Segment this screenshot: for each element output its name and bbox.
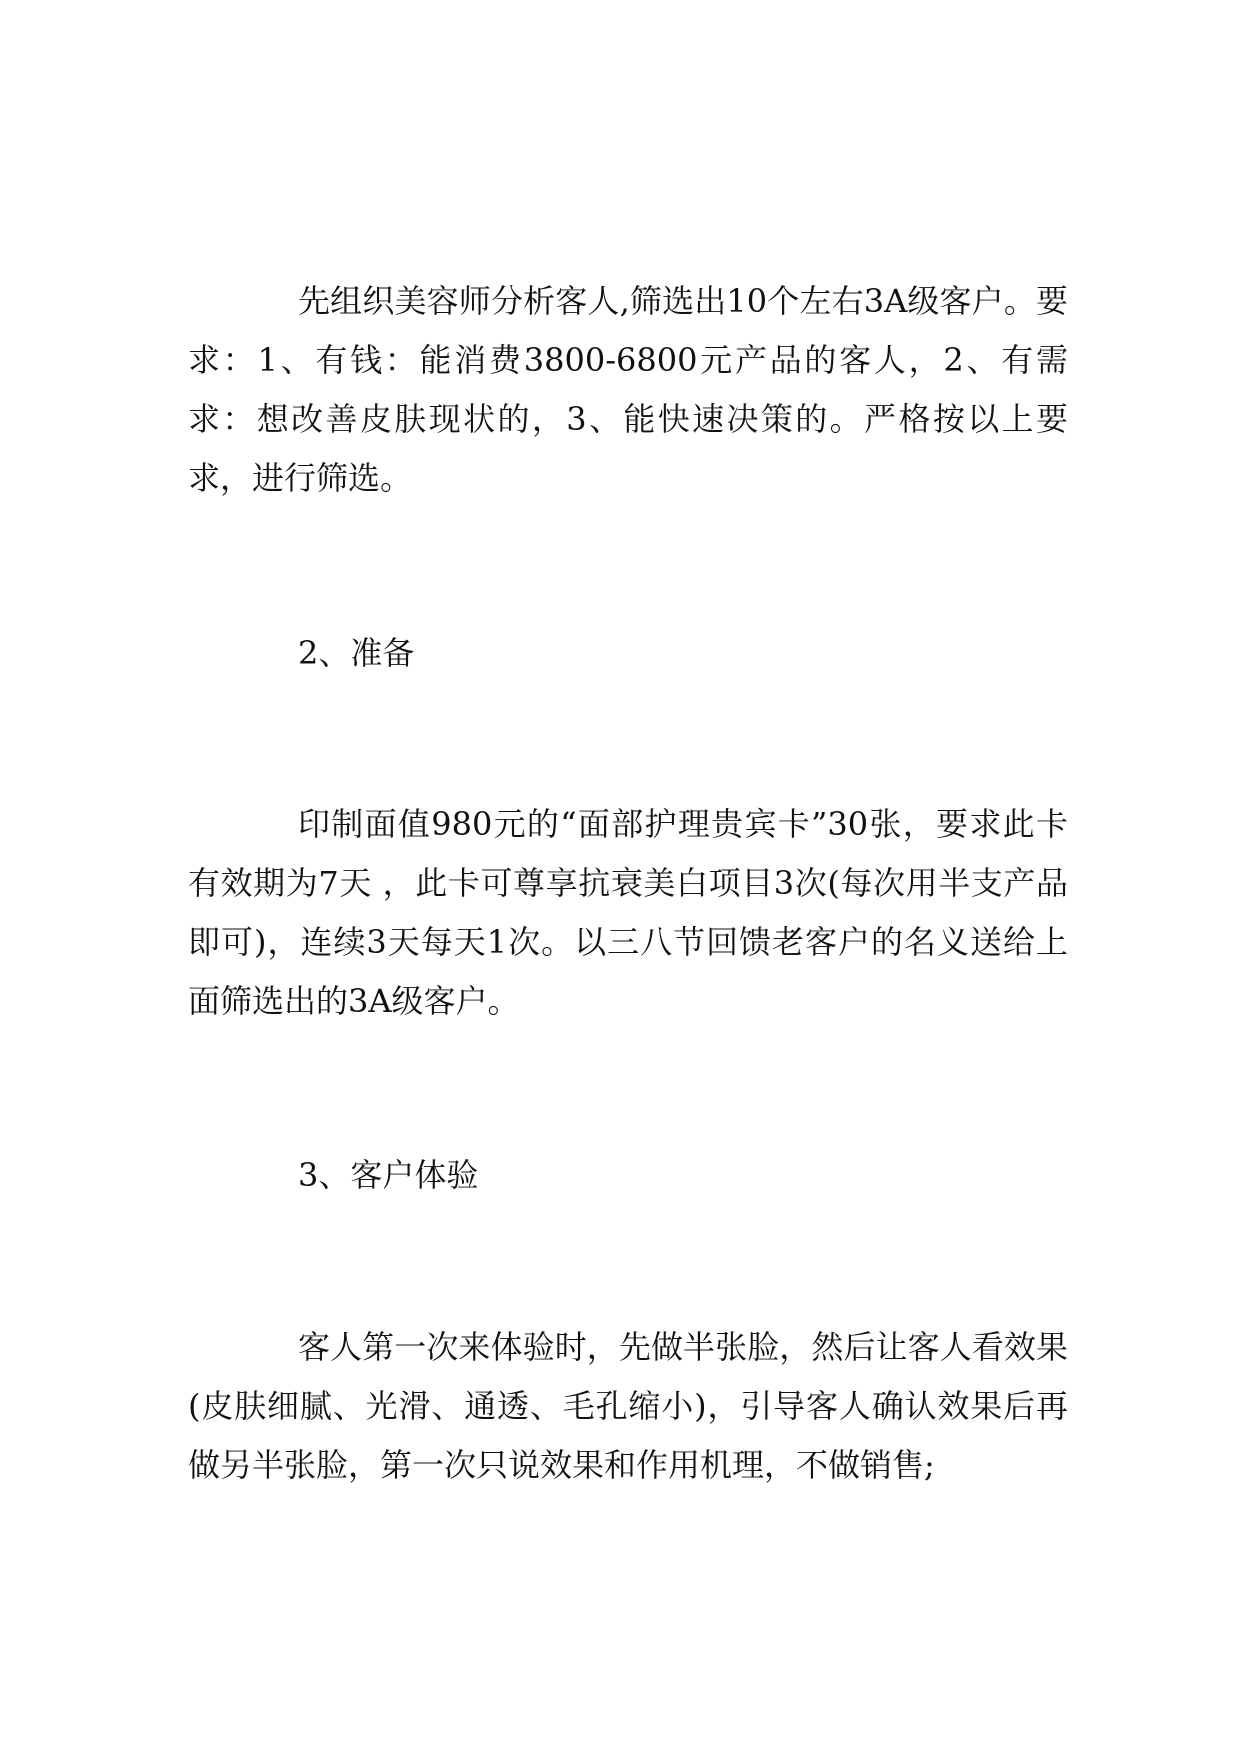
section-heading-preparation: 2、准备 <box>298 634 415 672</box>
paragraph-vip-card: 印制面值980元的“面部护理贵宾卡”30张，要求此卡有效期为7天 ，此卡可尊享抗衰美白项目3次(每次用半支产品即可)，连续3天每天1次。以三八节回馈老客户的名义送给上面筛选出的3A级客户。 <box>188 805 1068 1020</box>
section-heading-customer-experience: 3、客户体验 <box>298 1156 479 1194</box>
paragraph-first-visit: 客人第一次来体验时，先做半张脸，然后让客人看效果(皮肤细腻、光滑、通透、毛孔缩小)，引导客人确认效果后再做另半张脸，第一次只说效果和作用机理，不做销售; <box>188 1328 1068 1484</box>
paragraph-customer-screening: 先组织美容师分析客人,筛选出10个左右3A级客户。要求：1、有钱：能消费3800-6800元产品的客人，2、有需求：想改善皮肤现状的，3、能快速决策的。严格按以上要求，进行筛选。 <box>188 282 1068 497</box>
